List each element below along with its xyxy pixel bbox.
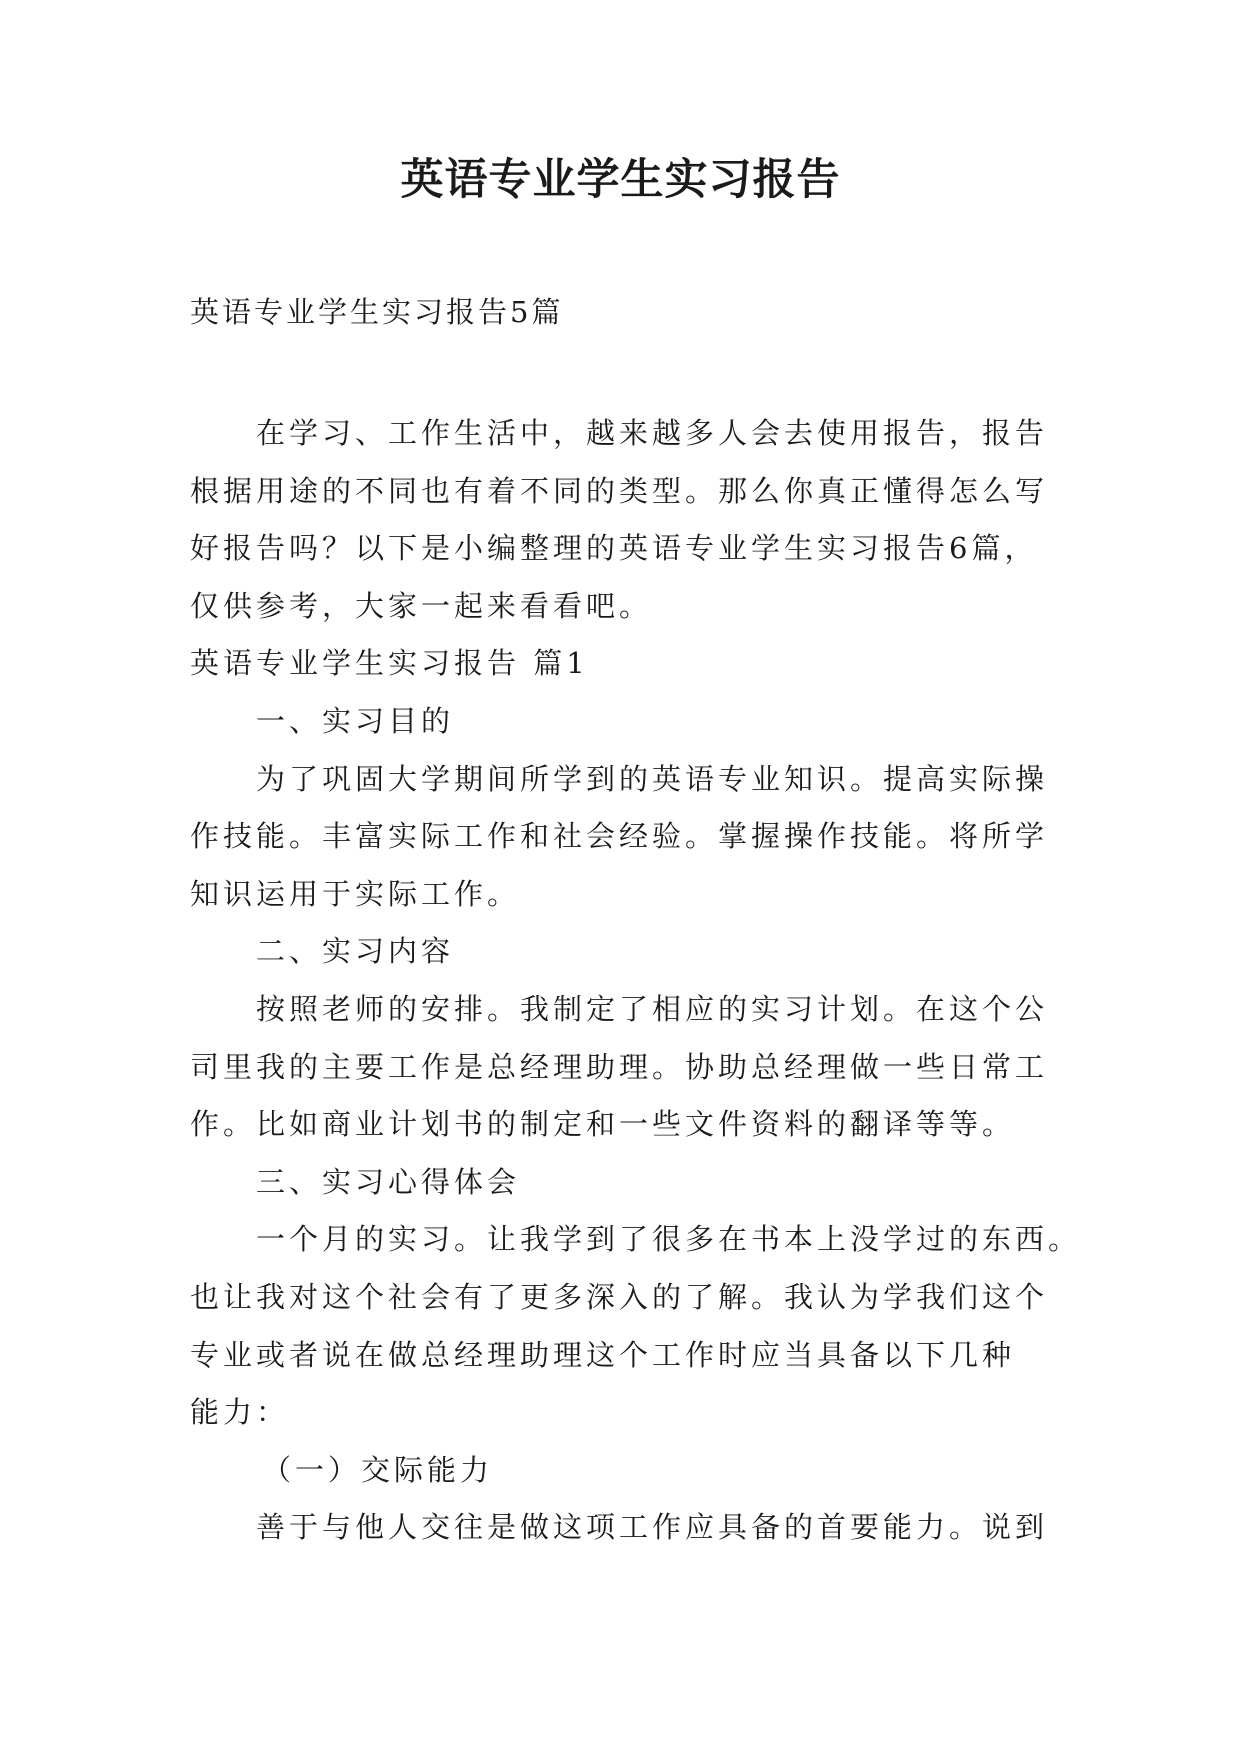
paragraph-line: 作。比如商业计划书的制定和一些文件资料的翻译等等。	[190, 1107, 1016, 1142]
paragraph-line: 善于与他人交往是做这项工作应具备的首要能力。说到	[256, 1510, 1049, 1545]
paragraph-line: 司里我的主要工作是总经理助理。协助总经理做一些日常工	[190, 1049, 1049, 1084]
section-heading: 三、实习心得体会	[256, 1164, 521, 1199]
paragraph-line: 仅供参考，大家一起来看看吧。	[190, 588, 653, 623]
subsection-heading: （一）交际能力	[262, 1452, 494, 1487]
paragraph-line: 按照老师的安排。我制定了相应的实习计划。在这个公	[256, 991, 1049, 1026]
document-body	[190, 405, 1082, 1557]
paragraph-line: 专业或者说在做总经理助理这个工作时应当具备以下几种	[190, 1337, 1016, 1372]
document-subtitle: 英语专业学生实习报告5篇	[190, 295, 564, 329]
paragraph-line: 能力：	[190, 1395, 290, 1430]
paragraph-line: 为了巩固大学期间所学到的英语专业知识。提高实际操	[256, 761, 1049, 796]
section-heading: 英语专业学生实习报告 篇1	[190, 646, 589, 681]
paragraph-line: 好报告吗？以下是小编整理的英语专业学生实习报告6篇，	[190, 531, 1038, 566]
section-heading: 二、实习内容	[256, 934, 455, 969]
paragraph-line: 作技能。丰富实际工作和社会经验。掌握操作技能。将所学	[190, 819, 1049, 854]
section-heading: 一、实习目的	[256, 703, 455, 738]
document-title: 英语专业学生实习报告	[400, 155, 841, 205]
paragraph-line: 也让我对这个社会有了更多深入的了解。我认为学我们这个	[190, 1279, 1049, 1314]
paragraph-line: 一个月的实习。让我学到了很多在书本上没学过的东西。	[256, 1222, 1082, 1257]
paragraph-line: 根据用途的不同也有着不同的类型。那么你真正懂得怎么写	[190, 473, 1049, 508]
paragraph-line: 知识运用于实际工作。	[190, 876, 521, 911]
paragraph-line: 在学习、工作生活中，越来越多人会去使用报告，报告	[256, 416, 1049, 450]
